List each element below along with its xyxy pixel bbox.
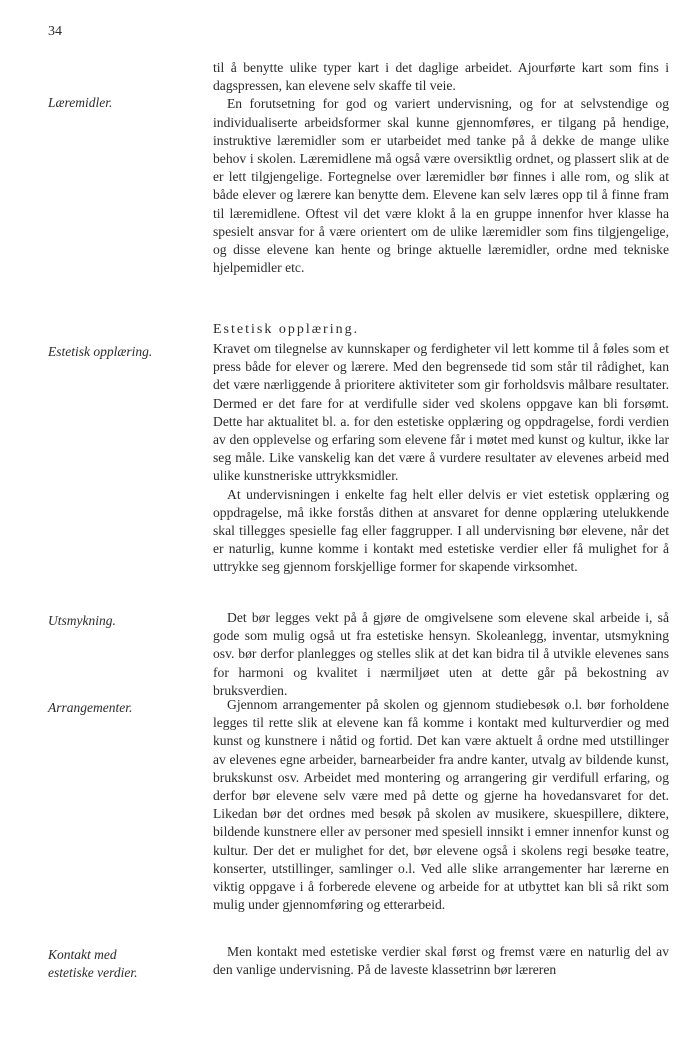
margin-note-estetisk-opplaering: Estetisk opplæring. <box>48 344 153 359</box>
paragraph-kontakt: Men kontakt med estetiske verdier skal først og fremst være en naturlig del av den vanlige undervisning. På de laveste klassetrinn bør læreren <box>213 944 669 978</box>
section-utsmykning <box>213 609 669 700</box>
section-laeremidler <box>213 59 669 277</box>
margin-note-laeremidler: Læremidler. <box>48 95 113 110</box>
paragraph-continuation: til å benytte ulike typer kart i det daglige arbeidet. Ajourførte kart som fins i dagspressen, kan elevene selv skaffe til veie. <box>213 60 669 94</box>
section-heading-estetisk: Estetisk opplæring. <box>213 322 360 337</box>
paragraph-estetisk-2: At undervisningen i enkelte fag helt eller delvis er viet estetisk opplæring og oppdragelse, må ikke forstås dithen at ansvaret for denne opplæring utelukkende skal tillegges spesielle fag eller faggrupper. I all undervisning bør elevene, når det er naturlig, kunne komme i kontakt med estetiske verdier eller få mulighet for å uttrykke seg gjennom forskjellige former for skapende virksomhet. <box>213 486 669 575</box>
section-estetisk <box>213 340 669 577</box>
margin-note-arrangementer: Arrangementer. <box>48 700 133 715</box>
margin-note-utsmykning: Utsmykning. <box>48 613 116 628</box>
paragraph-estetisk-1: Kravet om tilegnelse av kunnskaper og ferdigheter vil lett komme til å føles som et press både for elever og lærere. Med den begrensede tid som står til rådighet, kan det være nærliggende å prioritere aktiviteter som gir forholdsvis målbare resultater. Dermed er det fare for at verdifulle sider ved skolens oppgave kan bli forsømt. Dette har aktualitet bl. a. for den estetiske opplæring og oppdragelse, fordi verdien av den opplevelse og erfaring som elevene får i møtet med kunst og kultur, ikke lar seg måle. Like vanskelig kan det være å vurdere resultater av elevenes arbeid med ulike kunstneriske uttrykksmidler. <box>213 341 669 484</box>
paragraph-arrangementer: Gjennom arrangementer på skolen og gjennom studiebesøk o.l. bør forholdene legges til rette slik at elevene kan få komme i kontakt med kulturverdier og med kunst og kunstnere i nåtid og fortid. Det kan være aktuelt å ordne med utstillinger av elevenes egne arbeider, barnearbeider fra andre kanter, utvalg av bildende kunst, brukskunst osv. Arbeidet med montering og arrangering gir verdifull erfaring, og derfor bør elevene selv være med på dette og gjerne ha hovedansvaret for det. Likedan bør det ordnes med besøk på skolen av musikere, skuespillere, diktere, bildende kunstnere eller av personer med spesiell innsikt i emner innenfor kunst og kultur. Der det er mulighet for det, bør elevene også i skolens regi besøke teatre, konserter, utstillinger, samlinger o.l. Ved alle slike arrangementer har lærerne en viktig oppgave i å forberede elevene og arbeide for at utbyttet kan bli så rikt som mulig under gjennomføring og etterarbeid. <box>213 697 669 913</box>
paragraph-laeremidler: En forutsetning for god og variert undervisning, og for at selvstendige og individualiserte arbeidsformer skal kunne gjennomføres, er tilgang på hendige, instruktive læremidler som er utarbeidet med tanke på å dekke de mange ulike behov i skolen. Læremidlene må også være oversiktlig ordnet, og plassert slik at de er lett tilgjengelige. Fortegnelse over læremidler bør finnes i alle rom, og slik at både elever og lærere kan benytte dem. Elevene kan selv læres opp til å finne fram til læremidlene. Oftest vil det være klokt å la en gruppe innenfor hver klasse ha spesielt ansvar for å være orientert om de ulike læremidler som fins tilgjengelige, og disse elevene kan hente og bringe aktuelle læremidler, ordne med tekniske hjelpemidler etc. <box>213 96 669 276</box>
paragraph-utsmykning: Det bør legges vekt på å gjøre de omgivelsene som elevene skal arbeide i, så gode som mulig også ut fra estetiske hensyn. Skoleanlegg, inventar, utsmykning osv. bør derfor planlegges og stelles slik at det kan bidra til å utvikle elevenes sans for harmoni og kvalitet i nærmiljøet uten at dette går på bekostning av bruksverdien. <box>213 610 669 698</box>
margin-note-kontakt: Kontakt med estetiske verdier. <box>48 947 138 980</box>
section-kontakt <box>213 943 669 979</box>
section-arrangementer <box>213 696 669 914</box>
page-number: 34 <box>48 24 62 39</box>
